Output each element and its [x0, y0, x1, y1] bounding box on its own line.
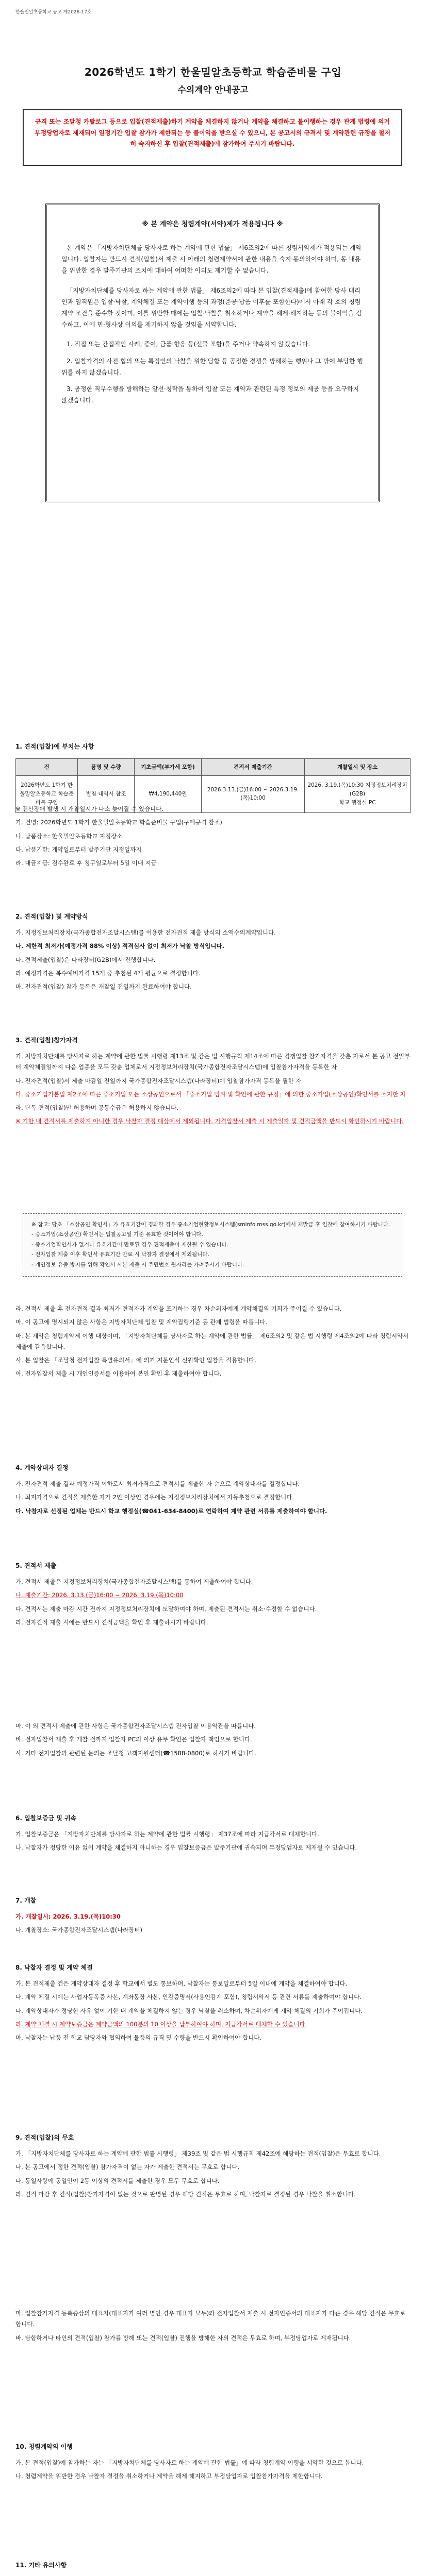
- section-heading: 2. 견적(입찰) 및 계약방식: [15, 913, 88, 920]
- item-line: 나. 본 공고에서 정한 견적(입찰) 참가자격이 없는 자가 제출한 견적서는 무효로 합니다.: [15, 2163, 240, 2171]
- section-body: [15, 2308, 411, 2346]
- section-heading: 1. 견적(입찰)에 부치는 사항: [15, 743, 94, 750]
- table-cell: ₩4,190,440원: [135, 776, 202, 812]
- item-line: 라. 계약 체결 시 계약보증금은 계약금액의 100분의 10 이상을 납부하여야 하며, 지급각서로 대체할 수 있습니다.: [15, 2020, 307, 2028]
- integrity-notice-item: 2. 입찰가격의 사전 협의 또는 특정인의 낙찰을 위한 담합 등 공정한 경쟁을 방해하는 행위나 그 밖에 부당한 행위를 하지 않겠습니다.: [61, 357, 363, 376]
- table-header: 견적서 제출기간: [202, 759, 305, 776]
- section-body: [15, 2458, 411, 2485]
- item-line: 라. 견적 마감 후 견적(입찰)참가자격이 없는 것으로 판명된 경우 해당 견적은 무효로 하며, 낙찰자로 결정된 경우 낙찰을 취소합니다.: [15, 2190, 356, 2198]
- section-body: [15, 1577, 411, 1631]
- item-line: 나. 제한적 최저가(예정가격 88% 이상) 적격심사 없이 최저가 낙찰 방식입니다.: [15, 942, 224, 950]
- integrity-notice-paragraph: 「지방자치단체를 당사자로 하는 계약에 관한 법률」 제6조의2에 따라 본 입찰(견적제출)에 참여한 당사 대리인과 임직원은 입찰·낙찰, 계약체결 또는 계약이행 등의 과정(준공·납품 이후를 포함한다)에서 아래 각 호의 청렴계약 조건을 준수할 것이며, 이를 위반할 때에는 입찰·낙찰을 취소하거나 계약을 해제·해지하는 등의 불이익을 감수하고, 이에 민·형사상 이의를 제기하지 않을 것임을 서약합니다.: [61, 286, 362, 329]
- reference-line: - 전자입찰 제출 이후 확인서 유효기간 만료 시 낙찰자 결정에서 제외됩니다.: [31, 1251, 209, 1258]
- reference-line: - 중소기업(소상공인) 확인서는 입찰공고일 기준 유효한 것이어야 합니다.: [31, 1231, 203, 1238]
- table-cell: 2026학년도 1학기 한울밀알초등학교 학습준비물 구입: [16, 776, 78, 812]
- opening-date: 2026. 3.19.(목)10:30 지정정보처리장치(G2B): [307, 782, 407, 798]
- reference-line: ※ 참고: 당초 「소상공인 확인서」가 유효기간이 경과한 경우 중소기업현황정보시스템(sminfo.mss.go.kr)에서 재발급 후 입찰에 참여하시기 바랍니다.: [31, 1222, 390, 1228]
- item-line: 가. 지정정보처리장치(국가종합전자조달시스템)를 이용한 전자견적 제출 방식의 소액수의계약입니다.: [15, 929, 276, 936]
- page-title: 2026학년도 1학기 한울밀알초등학교 학습준비물 구입: [84, 66, 342, 78]
- section-heading: 9. 견적(입찰)의 무효: [15, 2134, 74, 2141]
- item-line: 다. 계약상대자가 정당한 사유 없이 기한 내 계약을 체결하지 않는 경우 낙찰을 취소하며, 차순위자에게 계약 체결의 기회가 주어집니다.: [15, 2007, 363, 2014]
- item-line: 다. 동일사항에 동일인이 2통 이상의 견적서를 제출한 경우 모두 무효로 합니다.: [15, 2177, 220, 2184]
- item-line: 나. 계약 체결 시에는 사업자등록증 사본, 계좌통장 사본, 인감증명서(사용인감계 포함), 청렴서약서 등 관련 서류를 제출하여야 합니다.: [15, 1993, 362, 2001]
- reference-line: - 개인정보 유출 방지를 위해 확인서 사본 제출 시 주민번호 뒷자리는 가려주시기 바랍니다.: [31, 1261, 244, 1268]
- item-line: 라. 전자견적 제출 시에는 반드시 견적금액을 확인 후 제출하시기 바랍니다.: [15, 1618, 208, 1626]
- note-line: 다. 납품기한: 계약일로부터 발주기관 지정일까지: [15, 845, 142, 853]
- note-line: ※ 전산장애 발생 시 개찰일시가 다소 늦어질 수 있습니다.: [15, 805, 163, 812]
- callout-line: ※ 기한 내 견적서를 제출하지 아니한 경우 낙찰자 결정 대상에서 제외됩니다. 가격입찰서 제출 시 제출일자 및 견적금액을 반드시 확인하시기 바랍니다.: [15, 1117, 404, 1125]
- item-line: 라. 견적서 제출 후 전자견적 결과 최저가 견적자가 계약을 포기하는 경우 차순위자에게 계약체결의 기회가 주어질 수 있습니다.: [15, 1305, 342, 1312]
- note-line: 나. 납품장소: 한울밀알초등학교 지정장소: [15, 832, 123, 840]
- opening-place: 학교 행정실 PC: [339, 799, 376, 806]
- section-heading: 11. 기타 유의사항: [15, 2562, 67, 2569]
- item-line: 라. 예정가격은 복수예비가격 15개 중 추첨된 4개 평균으로 결정합니다.: [15, 969, 201, 977]
- reference-box: [23, 1213, 402, 1277]
- item-line: 마. 입찰참가자격 등록증상의 대표자(대표자가 여러 명인 경우 대표자 모두)와 전자입찰서 제출 시 전자인증서의 대표자가 다른 경우 해당 견적은 무효로 합니다.: [15, 2310, 406, 2328]
- item-line: 나. 전자견적(입찰)서 제출 마감일 전일까지 국가종합전자조달시스템(나라장터)에 입찰참가자격 등록을 필한 자: [15, 1077, 302, 1084]
- section-body: [15, 1303, 411, 1382]
- item-line: 다. 낙찰자로 선정된 업체는 반드시 학교 행정실(☎041-634-8400)로 연락하여 계약 관련 서류를 제출하여야 합니다.: [15, 1507, 327, 1515]
- item-line: 가. 견적서 제출은 지정정보처리장치(국가종합전자조달시스템)를 통하여 제출하여야 합니다.: [15, 1578, 253, 1585]
- item-line: 바. 전자입찰서 제출 후 개찰 전까지 입찰자 PC의 이상 유무 확인은 입찰자 책임으로 합니다.: [15, 1736, 252, 1743]
- section-heading: 10. 청렴계약의 이행: [15, 2443, 73, 2450]
- item-line: 마. 낙찰자는 납품 전 학교 담당자와 협의하여 물품의 규격 및 수량을 반드시 확인하여야 합니다.: [15, 2034, 261, 2042]
- item-line: 다. 견적제출(입찰)은 나라장터(G2B)에서 진행합니다.: [15, 956, 156, 963]
- table-cell: 별첨 내역서 참조: [78, 776, 135, 812]
- item-line: 바. 담합하거나 타인의 견적(입찰) 참가를 방해 또는 견적(입찰) 진행을 방해한 자의 견적은 무효로 하며, 부정당업자로 제재됩니다.: [15, 2334, 351, 2342]
- section-body: [15, 1829, 411, 1856]
- item-line: 나. 제출기간: 2026. 3.13.(금)16:00 ~ 2026. 3.19.(목)10:00: [15, 1591, 184, 1599]
- section-heading: 4. 계약상대자 결정: [15, 1464, 69, 1471]
- integrity-notice-title: ※ 본 계약은 청렴계약(서약)제가 적용됩니다 ※: [142, 221, 283, 228]
- section-heading: 5. 견적서 제출: [15, 1562, 57, 1569]
- item-line: 마. 전자견적(입찰) 참가 등록은 개찰일 전일까지 완료하여야 합니다.: [15, 983, 192, 991]
- item-line: 가. 전자견적 제출 결과 예정가격 이하로서 최저가격으로 견적서를 제출한 자 순으로 계약상대자를 결정합니다.: [15, 1480, 300, 1487]
- section-body: [15, 1721, 411, 1761]
- note-line: 라. 대금지급: 검수완료 후 청구일로부터 5일 이내 지급: [15, 859, 157, 867]
- item-line: 가. 본 견적(입찰)에 참가하는 자는 「지방자치단체를 당사자로 하는 계약에 관한 법률」에 따라 청렴계약 이행을 서약한 것으로 봅니다.: [15, 2459, 364, 2466]
- item-line: 나. 최저가격으로 견적을 제출한 자가 2인 이상인 경우에는 지정정보처리장치에서 자동추첨으로 결정합니다.: [15, 1494, 294, 1501]
- item-line: 사. 기타 전자입찰과 관련된 문의는 조달청 고객지원센터(☎1588-0800)로 하시기 바랍니다.: [15, 1749, 256, 1757]
- item-line: 가. 개찰일시: 2026. 3.19.(목)10:30: [15, 1913, 121, 1920]
- section-heading: 7. 개찰: [15, 1897, 37, 1904]
- integrity-notice-box: [45, 204, 380, 502]
- item-line: 다. 견적서는 제출 마감 시간 전까지 지정정보처리장치에 도달하여야 하며, 제출된 견적서는 취소·수정할 수 없습니다.: [15, 1605, 317, 1613]
- item-line: 나. 청렴계약을 위반한 경우 낙찰자 결정을 취소하거나 계약을 해제·해지하고 부정당업자로 입찰참가자격을 제한합니다.: [15, 2472, 323, 2480]
- integrity-notice-item: 3. 공정한 직무수행을 방해하는 알선·청탁을 통하여 입찰 또는 계약과 관련된 특정 정보의 제공 등을 요구하지 않겠습니다.: [61, 385, 359, 404]
- item-line: 아. 전자입찰서 제출 시 개인인증서를 이용하여 본인 확인 후 제출하여야 합니다.: [15, 1370, 222, 1378]
- section-heading: 6. 입찰보증금 및 귀속: [15, 1815, 77, 1822]
- item-line: 다. 중소기업기본법 제2조에 따른 중소기업 또는 소상공인으로서 「중소기업 범위 및 확인에 관한 규정」에 의한 중소기업(소상공인)확인서를 소지한 자: [15, 1090, 406, 1098]
- integrity-notice-item: 1. 직접 또는 간접적인 사례, 증여, 금품·향응 등(선물 포함)을 주거나 약속하지 않겠습니다.: [67, 341, 310, 348]
- item-line: 바. 본 계약은 청렴계약제 이행 대상이며, 「지방자치단체를 당사자로 하는 계약에 관한 법률」 제6조의2 및 같은 법 시행령 제4조의2에 따라 청렴서약서 제출에 갈음합니다.: [15, 1332, 409, 1350]
- item-line: 나. 낙찰자가 정당한 이유 없이 계약을 체결하지 아니하는 경우 입찰보증금은 발주기관에 귀속되며 부정당업자로 제재될 수 있습니다.: [15, 1844, 357, 1852]
- item-line: 마. 이 공고에 명시되지 않은 사항은 지방자치단체 입찰 및 계약집행기준 등 관계 법령을 따릅니다.: [15, 1318, 268, 1326]
- section-body: [15, 1978, 411, 2046]
- item-line: 사. 본 입찰은 「조달청 전자입찰 특별유의서」에 의거 지문인식 신원확인 입찰을 적용합니다.: [15, 1357, 256, 1364]
- table-header: 기초금액(부가세 포함): [135, 759, 202, 776]
- item-line: 가. 본 견적제출 건은 계약상대자 결정 후 학교에서 별도 통보하며, 낙찰자는 통보일로부터 5일 이내에 계약을 체결하여야 합니다.: [15, 1980, 348, 1987]
- section-heading: 3. 견적(입찰)참가자격: [15, 1037, 78, 1044]
- section-body: [15, 1911, 411, 1939]
- item-line: 가. 지방자치단체를 당사자로 하는 계약에 관한 법률 시행령 제13조 및 같은 법 시행규칙 제14조에 따른 경쟁입찰 참가자격을 갖춘 자로서 본 공고 전일부터 계약체결일까지 다음 업종을 모두 갖춘 업체로서 지정정보처리장치(국가종합전자조달시스템)에 입찰참가자격을 등록한 자: [15, 1053, 411, 1071]
- table-cell: 2026.3.13.(금)16:00 ~ 2026.3.19.(목)10:00: [202, 776, 305, 812]
- integrity-notice-list: [61, 338, 364, 406]
- table-header: 품명 및 수량: [78, 759, 135, 776]
- section-body: [15, 2148, 411, 2202]
- item-line: 라. 단독 견적(입찰)만 허용하며 공동수급은 허용하지 않습니다.: [15, 1104, 178, 1112]
- item-line: 가. 입찰보증금은 「지방자치단체를 당사자로 하는 계약에 관한 법률 시행령」 제37조에 따라 지급각서로 대체합니다.: [15, 1831, 319, 1838]
- section-body: [15, 1479, 411, 1519]
- reference-line: - 중소기업확인서가 없거나 유효기간이 만료된 경우 견적제출이 제한될 수 있습니다.: [31, 1241, 229, 1248]
- warning-text: 규격 또는 조달청 카탈로그 등으로 입찰(견적제출)하기 계약을 체결하지 않거나 계약을 체결하고 불이행하는 경우 관계 법령에 의거 부정당업자로 제재되어 일정기간 입찰 참가가 제한되는 등 불이익을 받으실 수 있으니, 본 공고서의 규격서 및 계약관련 규정을 철저히 숙지하신 후 입찰(견적제출)에 참가하여 주시기 바랍니다.: [35, 118, 390, 148]
- page-subtitle: 수의계약 안내공고: [177, 85, 249, 95]
- note-line: 가. 건명: 2026학년도 1학기 한울밀알초등학교 학습준비물 구입(구매규격 참조): [15, 819, 222, 826]
- warning-box: [23, 109, 402, 166]
- table-header: 건: [16, 759, 78, 776]
- integrity-notice-paragraph: 본 계약은 「지방자치단체를 당사자로 하는 계약에 관한 법률」 제6조의2에 따른 청렴서약제가 적용되는 계약입니다. 입찰자는 반드시 견적(입찰)서 제출 시 아래의 청렴계약서에 관한 내용을 숙지·동의하여야 하며, 동 내용을 위반한 경우 발주기관의 조치에 대하여 어떠한 이의도 제기할 수 없습니다.: [61, 244, 362, 275]
- title-block: [0, 64, 426, 97]
- notice-number: 한율밀알초등학교 공고 제2026-17호: [15, 10, 92, 15]
- section-heading: 8. 낙찰자 결정 및 계약 체결: [15, 1964, 93, 1971]
- item-line: 마. 이 외 견적서 제출에 관한 사항은 국가종합전자조달시스템 전자입찰 이용약관을 따릅니다.: [15, 1722, 256, 1730]
- section-body: [15, 1051, 411, 1130]
- item-line: 나. 개찰장소: 국가종합전자조달시스템(나라장터): [15, 1926, 142, 1934]
- section-body: [15, 804, 411, 871]
- item-line: 가. 「지방자치단체를 당사자로 하는 계약에 관한 법률 시행령」 제39조 및 같은 법 시행규칙 제42조에 해당하는 견적(입찰)은 무효로 합니다.: [15, 2150, 381, 2157]
- section-body: [15, 927, 411, 995]
- table-header: 개찰일시 및 장소: [305, 759, 411, 776]
